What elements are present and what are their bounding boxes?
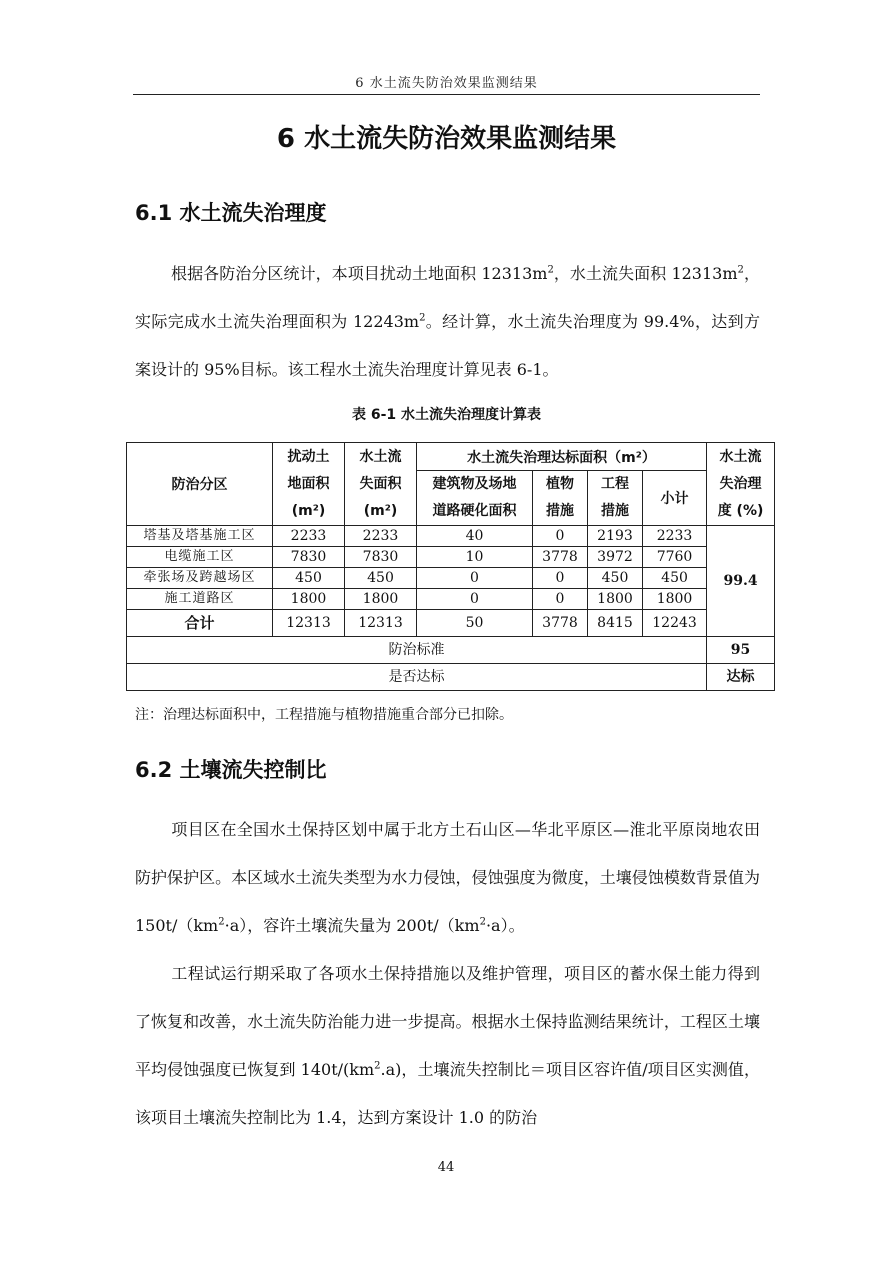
header-zone: 防治分区 [127, 443, 273, 526]
section-6-1-paragraph: 根据各防治分区统计，本项目扰动土地面积 $12313m^2$，水土流失面积 $12313m^2$，实际完成水土流失治理面积为 $12243m^2$。经计算，水土流失治理度为 99.4%，达到方案设计的 95%目标。该工程水土流失治理度计算见表 6-1。 [135, 264, 760, 379]
header-treatment-degree: 水土流 失治理 度 (%) [707, 443, 775, 526]
table-row: 塔基及塔基施工区 2233 2233 40 0 2193 2233 99.4 [127, 526, 775, 547]
header-treated-area-group: 水土流失治理达标面积（m²） [417, 443, 707, 471]
table-standard-row: 防治标准 95 [127, 637, 775, 664]
section-title-6-2: 6.2 土壤流失控制比 [135, 758, 327, 782]
header-disturbed-area: 扰动土 地面积 (m²) [273, 443, 345, 526]
table-caption: 表 6-1 水土流失治理度计算表 [351, 407, 542, 423]
page-number: 44 [437, 1160, 455, 1175]
treatment-degree-table [126, 442, 775, 691]
header-loss-area: 水土流 失面积 (m²) [345, 443, 417, 526]
header-rule [133, 94, 760, 95]
table-note: 注：治理达标面积中，工程措施与植物措施重合部分已扣除。 [135, 707, 513, 723]
chapter-title: 6 水土流失防治效果监测结果 [276, 124, 617, 154]
section-6-2-paragraph-1: 项目区在全国水土保持区划中属于北方土石山区—华北平原区—淮北平原岗地农田防护保护区。本区域水土流失类型为水力侵蚀，侵蚀强度为微度，土壤侵蚀模数背景值为 $150t/(km^2\cdot a)$，容许土壤流失量为 $200t/(km^2\cdot a)$。 [135, 820, 760, 935]
header-subtotal: 小计 [643, 471, 707, 526]
table-row: 施工道路区 1800 1800 0 0 1800 1800 [127, 589, 775, 610]
running-header: 6 水土流失防治效果监测结果 [355, 76, 538, 91]
table-row: 电缆施工区 7830 7830 10 3778 3972 7760 [127, 547, 775, 568]
header-building-hardening: 建筑物及场地 道路硬化面积 [417, 471, 533, 526]
table-compliance-row: 是否达标 达标 [127, 664, 775, 691]
table-row: 牵张场及跨越场区 450 450 0 0 450 450 [127, 568, 775, 589]
header-plant-measures: 植物 措施 [533, 471, 588, 526]
treatment-degree-value: 99.4 [707, 526, 775, 637]
section-title-6-1: 6.1 水土流失治理度 [135, 201, 327, 225]
section-6-2-paragraph-2: 工程试运行期采取了各项水土保持措施以及维护管理，项目区的蓄水保土能力得到了恢复和改善，水土流失防治能力进一步提高。根据水土保持监测结果统计，工程区土壤平均侵蚀强度已恢复到 $140t/(km^2.a)$，土壤流失控制比＝项目区容许值/项目区实测值，该项目土壤流失控制比为 1.4，达到方案设计 1.0 的防治 [135, 964, 760, 1127]
table-header-row-1 [127, 443, 775, 471]
table-total-row: 合计 12313 12313 50 3778 8415 12243 [127, 610, 775, 637]
header-engineering-measures: 工程 措施 [588, 471, 643, 526]
